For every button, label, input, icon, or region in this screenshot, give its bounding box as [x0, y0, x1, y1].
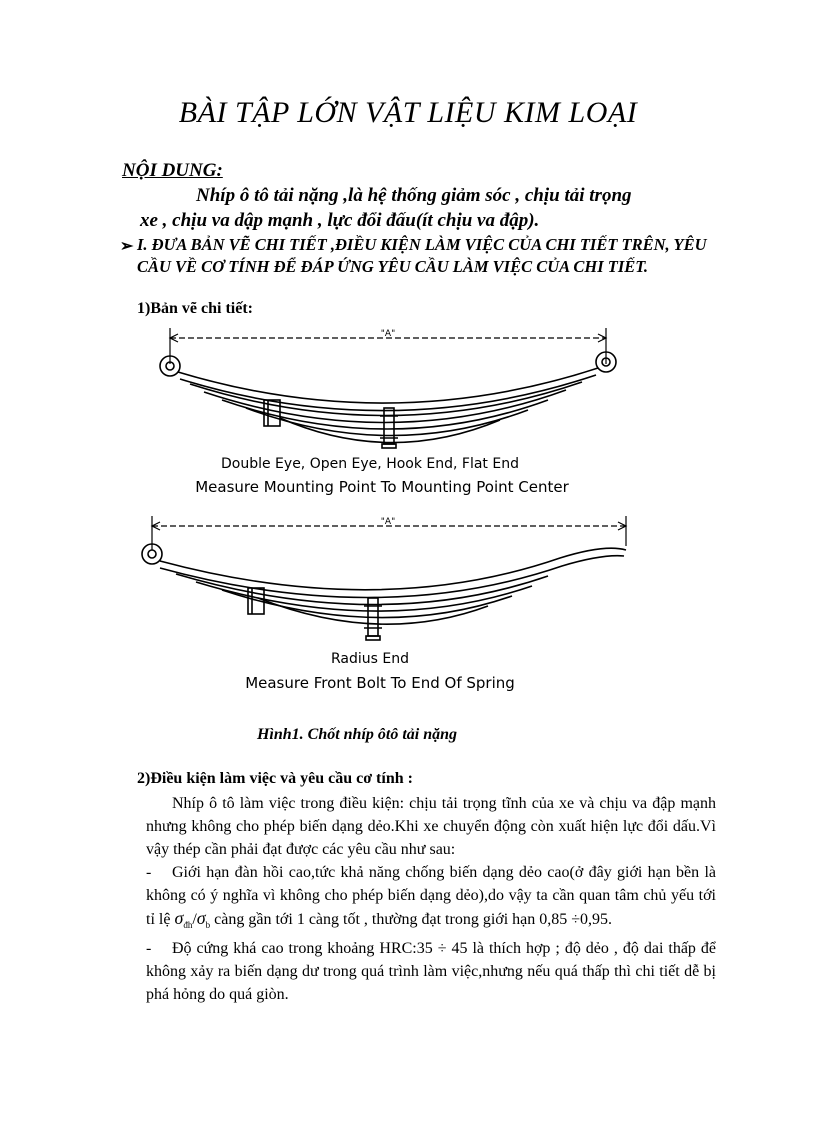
top-spring-caption-2: Measure Mounting Point To Mounting Point Center	[195, 478, 569, 496]
arrow-bullet-icon: ➢	[120, 238, 134, 255]
sigma-dh-symbol: σ	[174, 908, 184, 928]
body-text	[146, 792, 716, 1006]
bottom-spring-caption-2: Measure Front Bolt To End Of Spring	[245, 674, 515, 692]
intro-line-1: Nhíp ô tô tải nặng ,là hệ thống giảm sóc , chịu tải trọng	[196, 185, 632, 206]
sigma-b-symbol: σ	[196, 908, 206, 928]
section-label: NỘI DUNG:	[122, 160, 223, 181]
sigma-b-subscript: b	[205, 920, 211, 931]
intro-line-2: xe , chịu va dập mạnh , lực đổi đấu(ít chịu va đập).	[140, 210, 540, 231]
dimension-label-bottom: "A"	[380, 517, 396, 527]
subheading-drawing: 1)Bản vẽ chi tiết:	[137, 300, 253, 317]
radius-end-spring-drawing	[142, 516, 626, 640]
double-eye-spring-drawing	[160, 328, 616, 448]
paragraph-1: Nhíp ô tô làm việc trong điều kiện: chịu tải trọng tĩnh của xe và chịu va đập mạnh nhưng không cho phép biến dạng dẻo.Khi xe chuyển động còn xuất hiện lực đổi dấu.Vì vậy thép cần phải đạt được các yêu cầu như sau:	[146, 795, 716, 858]
leaf-spring-figure	[0, 318, 816, 718]
top-spring-caption-1: Double Eye, Open Eye, Hook End, Flat End	[221, 456, 519, 472]
heading-1: I. ĐƯA BẢN VẼ CHI TIẾT ,ĐIỀU KIỆN LÀM VIỆC CỦA CHI TIẾT TRÊN, YÊU CẦU VỀ CƠ TÍNH ĐỂ ĐÁP ỨNG YÊU CẦU LÀM VIỆC CỦA CHI TIẾT.	[137, 235, 707, 276]
intro-paragraph	[140, 183, 720, 233]
paragraph-3: - Độ cứng khá cao trong khoảng HRC:35 ÷ 45 là thích hợp ; độ dẻo , độ dai thấp để không xảy ra biến dạng dư trong quá trình làm việc,nhưng nếu quá thấp thì chi tiết dễ bị phá hỏng do quá giòn.	[146, 940, 716, 1004]
sigma-dh-subscript: đh	[183, 920, 193, 931]
dimension-label-top: "A"	[380, 329, 396, 339]
bottom-spring-caption-1: Radius End	[331, 651, 409, 667]
paragraph-2: - Giới hạn đàn hồi cao,tức khả năng chống biến dạng dẻo cao(ở đây giới hạn bền là không có ý nghĩa vì không cho phép biến dạng dẻo),do vậy ta cần quan tâm chủ yếu tới tỉ lệ $\sigma_{đh}/\sigma_b$ càng gần tới 1 càng tốt , thường đạt trong giới hạn 0,85 ÷0,95.	[146, 864, 716, 931]
subheading-conditions: 2)Điều kiện làm việc và yêu cầu cơ tính :	[137, 770, 413, 787]
figure-caption: Hình1. Chốt nhíp ôtô tải nặng	[256, 726, 458, 743]
document-title: BÀI TẬP LỚN VẬT LIỆU KIM LOẠI	[178, 96, 638, 129]
